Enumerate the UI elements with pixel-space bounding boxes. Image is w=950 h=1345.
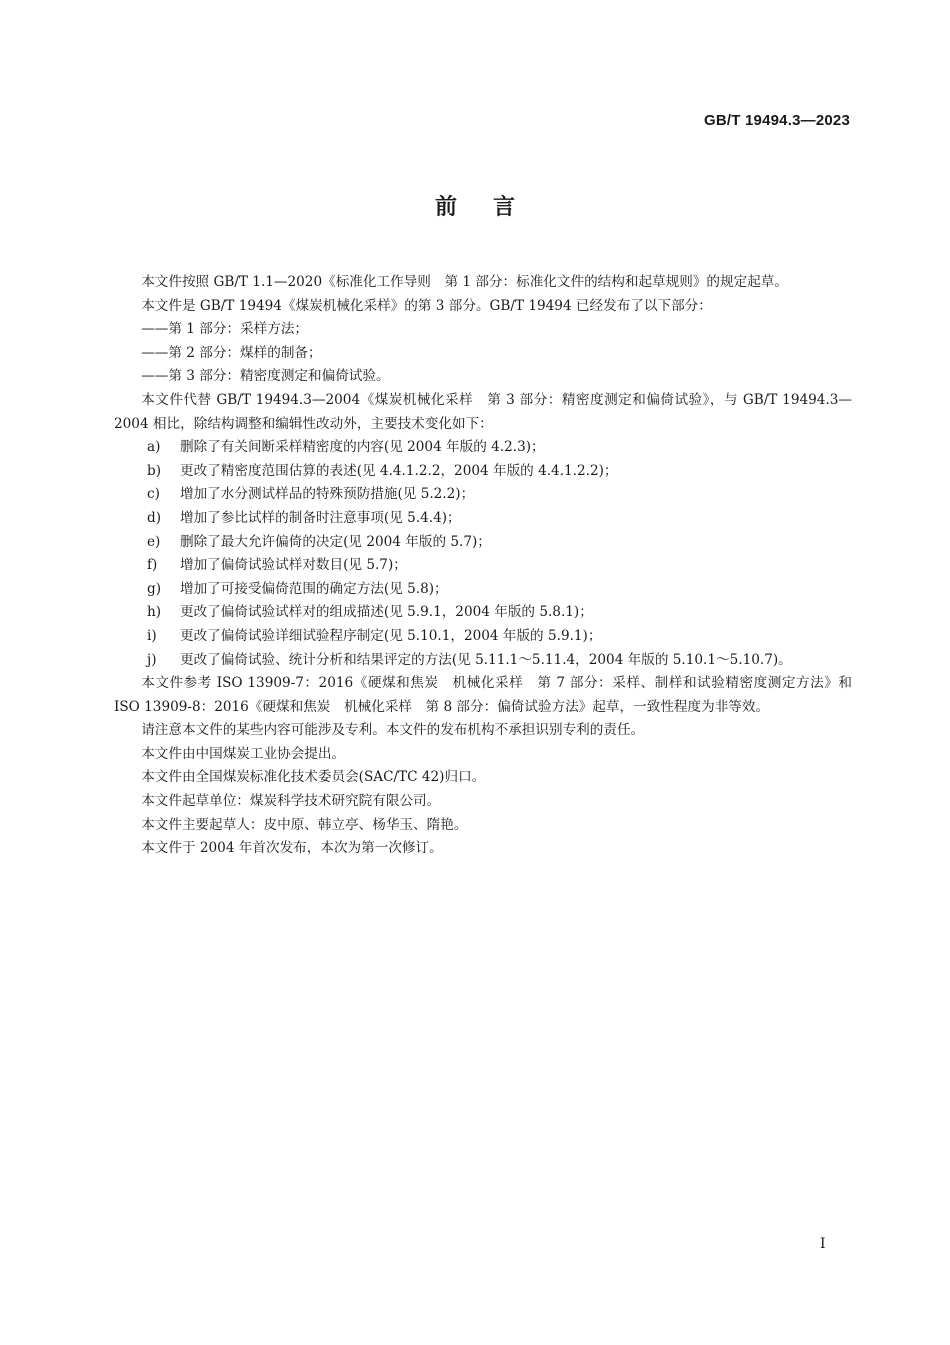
change-text: 增加了可接受偏倚范围的确定方法(见 5.8)； [180, 580, 448, 597]
change-list-item [114, 483, 852, 507]
change-label: h) [147, 604, 162, 621]
change-list-item [114, 531, 852, 555]
paragraph-administered-by: 本文件由全国煤炭标准化技术委员会(SAC/TC 42)归口。 [141, 769, 486, 786]
change-list-item [114, 554, 852, 578]
change-list-item [114, 507, 852, 531]
paragraph-publication-history: 本文件于 2004 年首次发布，本次为第一次修订。 [141, 840, 443, 857]
change-text: 增加了偏倚试验试样对数目(见 5.7)； [180, 557, 407, 574]
change-label: j) [147, 651, 157, 668]
paragraph-series-parts: 本文件是 GB/T 19494《煤炭机械化采样》的第 3 部分。GB/T 19494 已经发布了以下部分： [141, 297, 712, 314]
page-title: 前言 [434, 195, 551, 220]
change-text: 更改了精密度范围估算的表述(见 4.4.1.2.2，2004 年版的 4.4.1.2.2)； [180, 462, 618, 479]
change-text: 更改了偏倚试验详细试验程序制定(见 5.10.1，2004 年版的 5.9.1)； [180, 627, 602, 644]
change-list-item [114, 649, 852, 673]
change-list-item [114, 578, 852, 602]
change-text: 更改了偏倚试验试样对的组成描述(见 5.9.1，2004 年版的 5.8.1)； [180, 604, 593, 621]
change-list-item [114, 625, 852, 649]
change-label: f) [147, 557, 158, 574]
change-label: b) [147, 462, 162, 479]
part-list-item: ——第 2 部分：煤样的制备； [141, 344, 322, 361]
paragraph-replaces: 本文件代替 GB/T 19494.3—2004《煤炭机械化采样 第 3 部分：精密度测定和偏倚试验》，与 GB/T 19494.3—2004 相比，除结构调整和编辑性改动外，主要技术变化如下： [114, 391, 852, 432]
change-text: 删除了最大允许偏倚的决定(见 2004 年版的 5.7)； [180, 533, 491, 550]
change-label: i) [147, 627, 157, 644]
standard-code: GB/T 19494.3—2023 [704, 112, 850, 129]
paragraph-drafting-rules: 本文件按照 GB/T 1.1—2020《标准化工作导则 第 1 部分：标准化文件的结构和起草规则》的规定起草。 [141, 274, 788, 290]
change-text: 增加了水分测试样品的特殊预防措施(见 5.2.2)； [180, 486, 475, 503]
change-list-item [114, 436, 852, 460]
change-label: c) [147, 486, 160, 503]
change-label: g) [147, 580, 162, 597]
part-list-item: ——第 1 部分：采样方法； [141, 321, 309, 338]
change-list-item [114, 460, 852, 484]
change-list-item [114, 601, 852, 625]
change-text: 更改了偏倚试验、统计分析和结果评定的方法(见 5.11.1～5.11.4，2004 年版的 5.10.1～5.10.7)。 [180, 651, 792, 668]
paragraph-iso-reference: 本文件参考 ISO 13909-7：2016《硬煤和焦炭 机械化采样 第 7 部分：采样、制样和试验精密度测定方法》和 ISO 13909-8：2016《硬煤和焦炭 机械化采样 第 8 部分：偏倚试验方法》起草，一致性程度为非等效。 [114, 675, 852, 715]
paragraph-drafters: 本文件主要起草人：皮中原、韩立亭、杨华玉、隋艳。 [141, 816, 468, 833]
change-label: a) [147, 439, 161, 456]
page-number: I [820, 1236, 826, 1252]
paragraph-proposed-by: 本文件由中国煤炭工业协会提出。 [141, 745, 346, 762]
change-text: 删除了有关间断采样精密度的内容(见 2004 年版的 4.2.3)； [180, 439, 545, 456]
change-label: d) [147, 509, 162, 526]
change-label: e) [147, 533, 161, 550]
paragraph-patent-notice: 请注意本文件的某些内容可能涉及专利。本文件的发布机构不承担识别专利的责任。 [141, 722, 645, 739]
paragraph-drafting-organization: 本文件起草单位：煤炭科学技术研究院有限公司。 [141, 793, 441, 810]
change-text: 增加了参比试样的制备时注意事项(见 5.4.4)； [180, 509, 461, 526]
foreword-body [114, 271, 852, 861]
part-list-item: ——第 3 部分：精密度测定和偏倚试验。 [141, 368, 390, 385]
